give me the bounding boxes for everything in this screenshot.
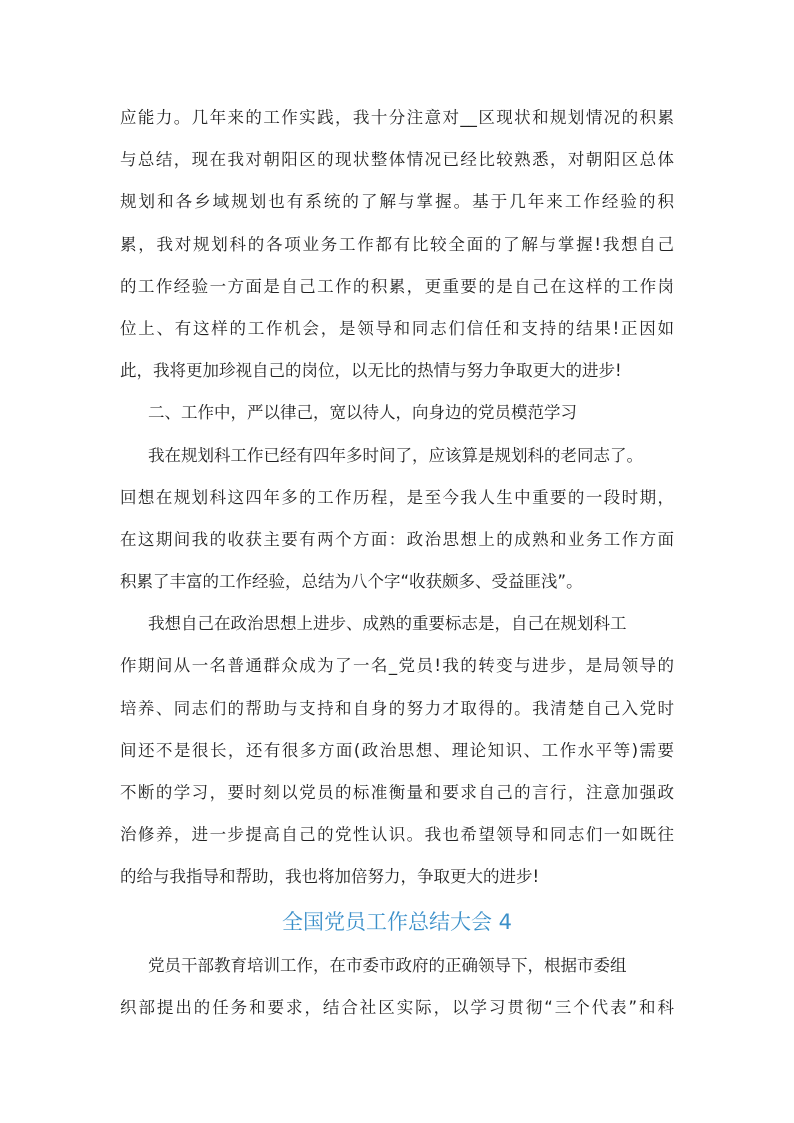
text-line: 此，我将更加珍视自己的岗位，以无比的热情与努力争取更大的进步! bbox=[120, 361, 622, 381]
section-title: 全国党员工作总结大会 4 bbox=[281, 909, 513, 934]
text-line: 积累了丰富的工作经验，总结为八个字“收获颇多、受益匪浅”。 bbox=[120, 572, 583, 592]
text-line: 的给与我指导和帮助，我也将加倍努力，争取更大的进步! bbox=[120, 867, 540, 887]
text-line: 回想在规划科这四年多的工作历程，是至今我人生中重要的一段时期， bbox=[120, 487, 674, 507]
text-line: 的工作经验一方面是自己工作的积累，更重要的是自己在这样的工作岗 bbox=[120, 276, 674, 296]
text-line: 治修养，进一步提高自己的党性认识。我也希望领导和同志们一如既往 bbox=[120, 825, 674, 845]
text-line: 累，我对规划科的各项业务工作都有比较全面的了解与掌握!我想自己 bbox=[120, 234, 674, 254]
section-subheading: 二、工作中，严以律己，宽以待人，向身边的党员模范学习 bbox=[148, 403, 577, 423]
document-body bbox=[120, 97, 674, 1029]
text-line: 党员干部教育培训工作，在市委市政府的正确领导下，根据市委组 bbox=[148, 955, 627, 975]
text-line: 应能力。几年来的工作实践，我十分注意对__区现状和规划情况的积累 bbox=[120, 108, 674, 127]
text-line: 在这期间我的收获主要有两个方面：政治思想上的成熟和业务工作方面 bbox=[120, 529, 674, 549]
text-line: 与总结，现在我对朝阳区的现状整体情况已经比较熟悉，对朝阳区总体 bbox=[120, 150, 674, 170]
text-line: 我在规划科工作已经有四年多时间了，应该算是规划科的老同志了。 bbox=[148, 445, 643, 465]
text-line: 不断的学习，要时刻以党员的标准衡量和要求自己的言行，注意加强政 bbox=[120, 783, 674, 802]
text-line: 位上、有这样的工作机会，是领导和同志们信任和支持的结果!正因如 bbox=[120, 318, 674, 338]
text-line: 培养、同志们的帮助与支持和自身的努力才取得的。我清楚自己入党时 bbox=[120, 698, 674, 718]
text-line: 间还不是很长，还有很多方面(政治思想、理论知识、工作水平等)需要 bbox=[120, 740, 674, 760]
text-line: 作期间从一名普通群众成为了一名_党员!我的转变与进步，是局领导的 bbox=[120, 656, 674, 676]
text-line: 我想自己在政治思想上进步、成熟的重要标志是，自己在规划科工 bbox=[148, 614, 627, 634]
text-line: 规划和各乡域规划也有系统的了解与掌握。基于几年来工作经验的积 bbox=[120, 192, 674, 212]
text-line: 织部提出的任务和要求，结合社区实际，以学习贯彻“三个代表”和科 bbox=[120, 997, 674, 1017]
